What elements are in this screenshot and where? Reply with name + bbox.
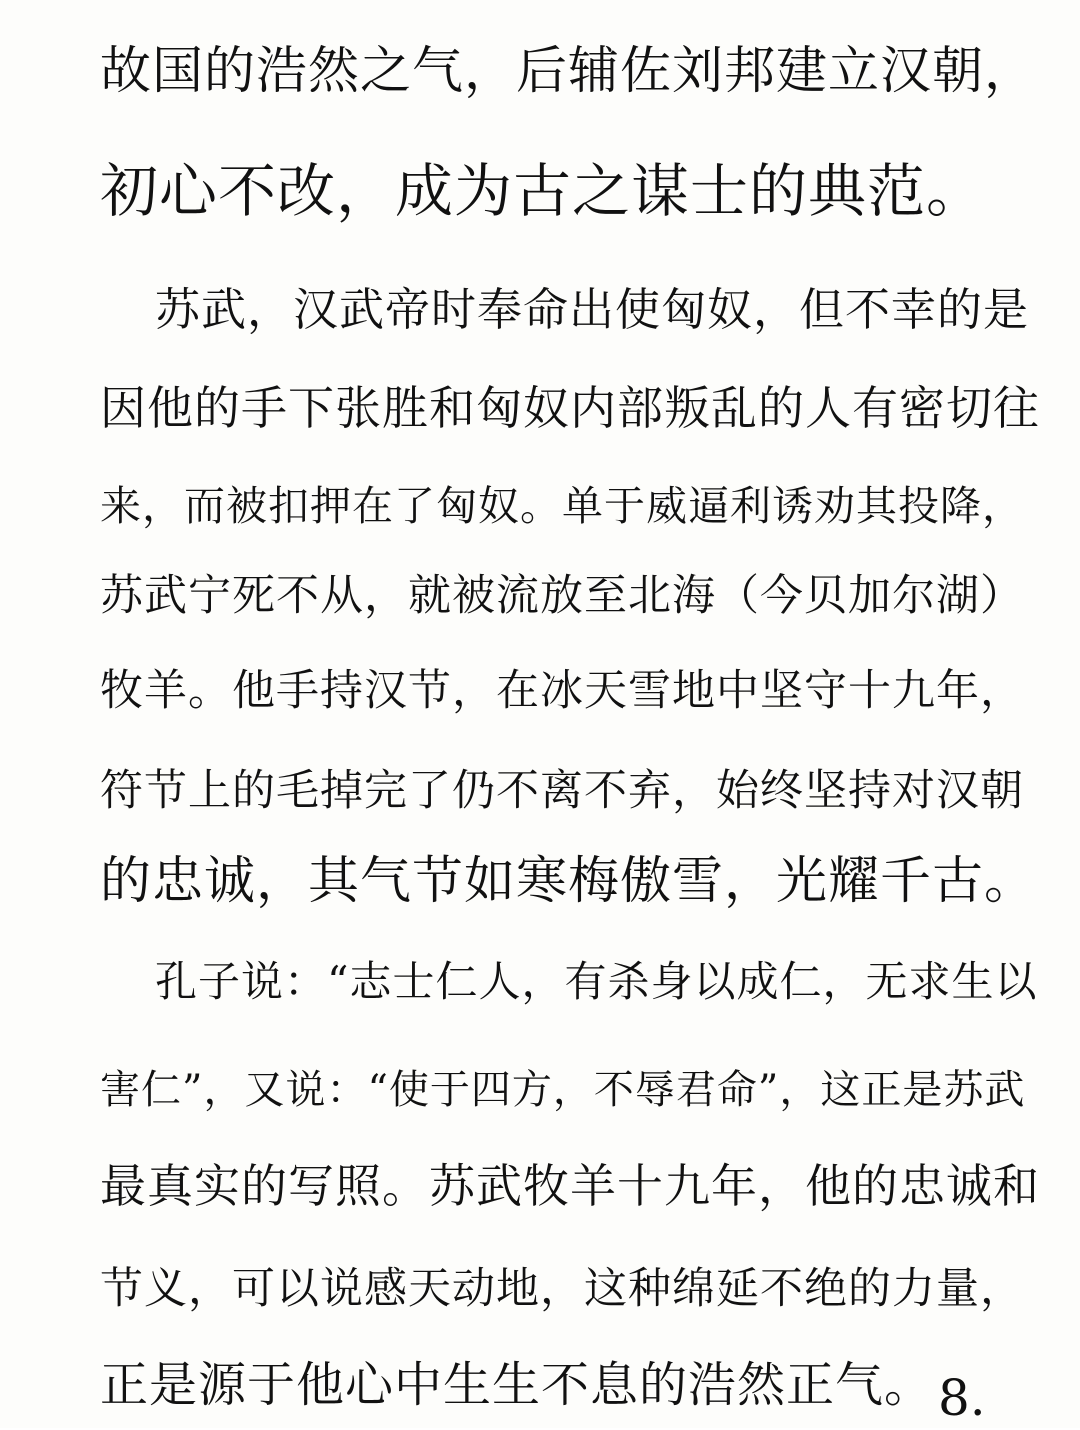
text-line-3: 苏武，汉武帝时奉命出使匈奴，但不幸的是 [155,283,1030,336]
text-line-2: 初心不改，成为古之谋士的典范。 [100,157,986,225]
text-line-7: 牧羊。他手持汉节，在冰天雪地中坚守十九年， [100,666,1024,716]
text-line-5: 来，而被扣押在了匈奴。单于威逼利诱劝其投降， [100,482,1024,530]
page-number: 8. [938,1369,986,1427]
text-line-10: 孔子说：“志士仁人，有杀身以成仁，无求生以 [155,957,1038,1006]
text-line-13: 节义，可以说感天动地，这种绵延不绝的力量， [100,1264,1024,1314]
text-line-6: 苏武宁死不从，就被流放至北海（今贝加尔湖） [100,571,1024,621]
text-line-11: 害仁”，又说：“使于四方，不辱君命”，这正是苏武 [100,1067,1026,1113]
text-line-4: 因他的手下张胜和匈奴内部叛乱的人有密切往 [100,381,1040,435]
text-line-12: 最真实的写照。苏武牧羊十九年，他的忠诚和 [100,1159,1040,1213]
text-line-8: 符节上的毛掉完了仍不离不弃，始终坚持对汉朝 [100,766,1024,816]
text-line-1: 故国的浩然之气，后辅佐刘邦建立汉朝， [100,42,1037,101]
text-line-14: 正是源于他心中生生不息的浩然正气。 [100,1357,934,1413]
text-line-9: 的忠诚，其气节如寒梅傲雪，光耀千古。 [100,852,1037,911]
